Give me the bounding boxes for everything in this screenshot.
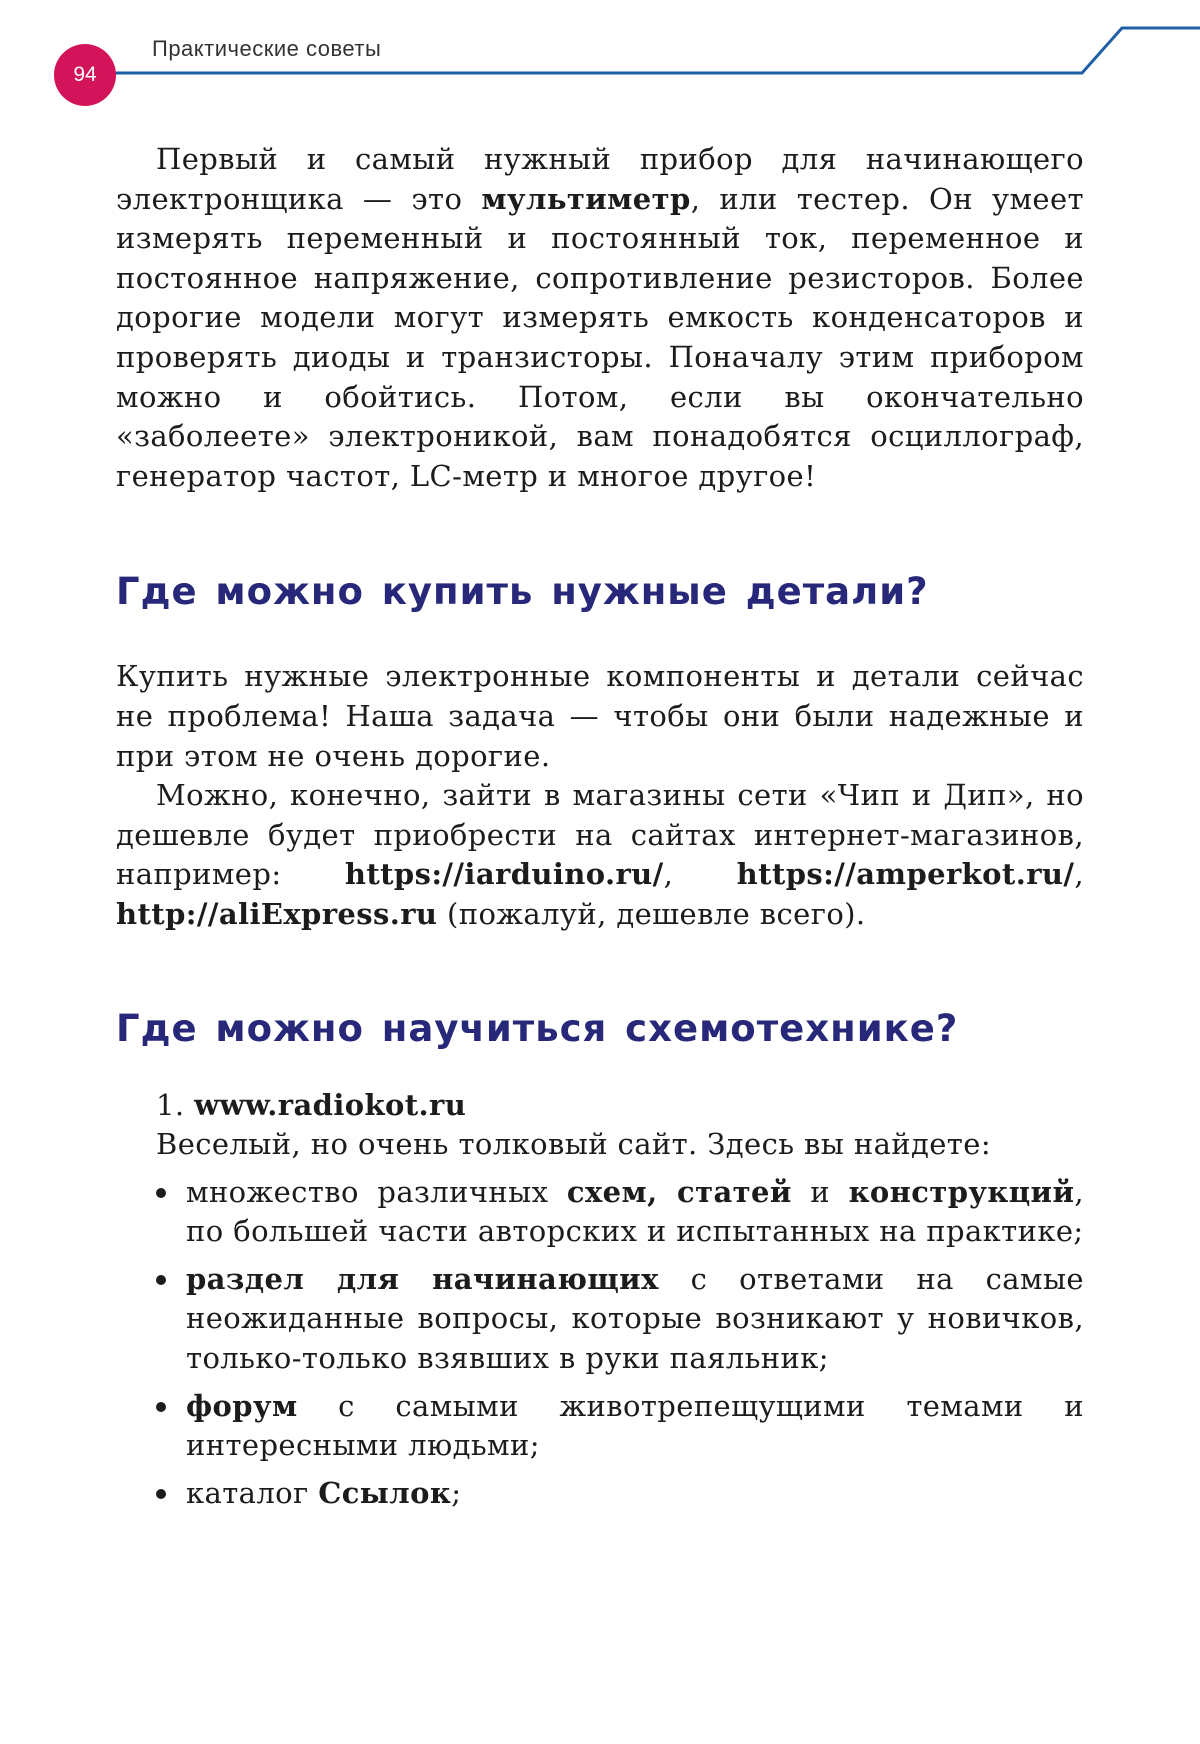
list-text: ; — [451, 1475, 462, 1510]
heading-learn-circuits: Где можно научиться схемотехнике? — [116, 1006, 959, 1050]
list-bold: Ссылок — [318, 1475, 452, 1510]
list-bold: конструкций — [848, 1174, 1075, 1209]
list-text: и — [791, 1174, 849, 1209]
item-number: 1. — [156, 1087, 185, 1122]
list-item-text — [186, 1474, 1084, 1514]
intro-paragraph — [116, 140, 1084, 496]
list-text: с ответами на самые неожиданные вопросы, которые возникают у новичков, только-только взявших в руки паяльник; — [186, 1261, 1084, 1376]
bullet-icon — [156, 1275, 166, 1285]
radiokot-description: Веселый, но очень толковый сайт. Здесь вы найдете: — [156, 1127, 991, 1162]
separator: , — [1074, 857, 1084, 892]
buy-paragraph-2 — [116, 776, 1084, 934]
link-amperkot[interactable]: https://amperkot.ru/ — [736, 857, 1075, 892]
heading-buy-parts: Где можно купить нужные детали? — [116, 570, 929, 614]
list-item — [116, 1387, 1084, 1466]
list-text: с самыми животрепещущими темами и интересными людьми; — [186, 1388, 1084, 1463]
intro-term-multimeter: мультиметр — [481, 181, 691, 216]
list-item — [116, 1173, 1084, 1252]
page-number: 94 — [73, 63, 97, 86]
list-item-text — [186, 1387, 1084, 1466]
intro-text-1: Первый и самый нужный прибор для начинающего электронщика — это — [116, 142, 1084, 216]
list-text: каталог — [186, 1475, 319, 1510]
link-iarduino[interactable]: https://iarduino.ru/ — [344, 857, 664, 892]
bullet-icon — [156, 1188, 166, 1198]
intro-text-2: , или тестер. Он умеет измерять переменный и постоянный ток, переменное и постоянное напряжение, сопротивление резисторов. Более дорогие модели могут измерять емкость конденсаторов и проверять диоды и транзисторы. Поначалу этим прибором можно и обойтись. Потом, если вы окончательно «заболеете» электроникой, вам понадобятся осциллограф, генератор частот, LC-метр и многое другое! — [116, 181, 1084, 493]
page-header — [0, 0, 1200, 120]
page-content — [116, 140, 1084, 1521]
buy-paragraph-1: Купить нужные электронные компоненты и детали сейчас не проблема! Наша задача — чтобы они были надежные и при этом не очень дорогие. — [116, 659, 1084, 773]
list-text: множество различных — [186, 1174, 567, 1209]
buy-text-end: (пожалуй, дешевле всего). — [437, 896, 866, 931]
list-text: , по большей части авторских и испытанных на практике; — [186, 1174, 1084, 1249]
list-item — [116, 1474, 1084, 1514]
list-bold: форум — [186, 1388, 298, 1423]
bullet-icon — [156, 1402, 166, 1412]
feature-list — [116, 1173, 1084, 1514]
numbered-item-radiokot — [116, 1086, 1084, 1126]
bullet-icon — [156, 1489, 166, 1499]
running-title: Практические советы — [152, 36, 382, 61]
buy-text: Можно, конечно, зайти в магазины сети «Чип и Дип», но дешевле будет приобрести на сайтах интернет-магазинов, например: — [116, 778, 1084, 892]
list-bold: схем, статей — [566, 1174, 792, 1209]
separator: , — [663, 857, 737, 892]
list-item — [116, 1260, 1084, 1379]
list-item-text — [186, 1260, 1084, 1379]
page-number-badge — [54, 44, 116, 106]
link-radiokot[interactable]: www.radiokot.ru — [194, 1087, 467, 1122]
link-aliexpress[interactable]: http://aliExpress.ru — [116, 896, 438, 931]
list-item-text — [186, 1173, 1084, 1252]
list-bold: раздел для начинающих — [186, 1261, 659, 1296]
